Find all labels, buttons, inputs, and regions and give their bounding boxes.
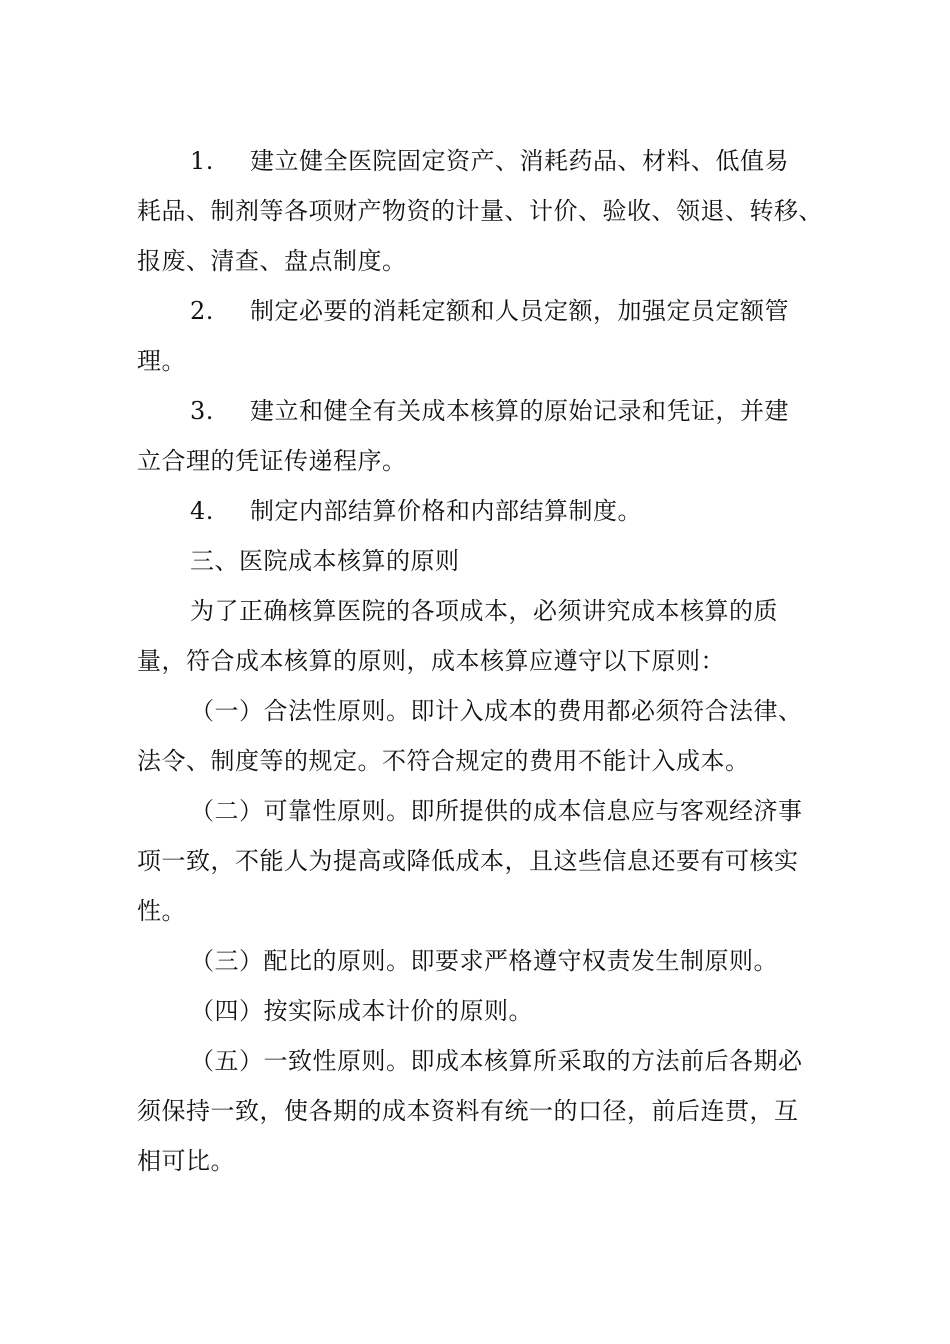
list-item-4 xyxy=(0,486,950,536)
text-line-content: 立合理的凭证传递程序。 xyxy=(137,447,407,475)
text-line-content: 法令、制度等的规定。不符合规定的费用不能计入成本。 xyxy=(137,747,750,775)
principle-item-text: （一）合法性原则。即计入成本的费用都必须符合法律、 xyxy=(190,697,803,725)
text-line-content: 量，符合成本核算的原则，成本核算应遵守以下原则： xyxy=(137,647,725,675)
text-line xyxy=(0,336,950,386)
list-item-3 xyxy=(0,386,950,436)
text-line xyxy=(0,1136,950,1186)
list-item-text: 建立健全医院固定资产、消耗药品、材料、低值易 xyxy=(250,147,789,175)
principle-item-text: （五）一致性原则。即成本核算所采取的方法前后各期必 xyxy=(190,1047,803,1075)
list-item-text: 制定内部结算价格和内部结算制度。 xyxy=(250,497,642,525)
text-line-content: 报废、清查、盘点制度。 xyxy=(137,247,407,275)
text-line xyxy=(0,736,950,786)
paragraph-line xyxy=(0,586,950,636)
section-heading-text: 三、医院成本核算的原则 xyxy=(190,547,460,575)
list-number: 4. xyxy=(190,497,214,525)
principle-item-text: （三）配比的原则。即要求严格遵守权责发生制原则。 xyxy=(190,947,778,975)
principle-item-text: （二）可靠性原则。即所提供的成本信息应与客观经济事 xyxy=(190,797,803,825)
text-line xyxy=(0,236,950,286)
text-line-content: 性。 xyxy=(137,897,186,925)
principle-item xyxy=(0,686,950,736)
text-line xyxy=(0,186,950,236)
principle-item xyxy=(0,936,950,986)
text-line-content: 须保持一致，使各期的成本资料有统一的口径，前后连贯，互 xyxy=(137,1097,799,1125)
text-line-content: 项一致，不能人为提高或降低成本，且这些信息还要有可核实 xyxy=(137,847,799,875)
principle-item xyxy=(0,1036,950,1086)
text-line-content: 相可比。 xyxy=(137,1147,235,1175)
paragraph-line-content: 为了正确核算医院的各项成本，必须讲究成本核算的质 xyxy=(190,597,778,625)
text-line xyxy=(0,836,950,886)
text-line xyxy=(0,436,950,486)
list-number: 2. xyxy=(190,297,214,325)
text-line-content: 耗品、制剂等各项财产物资的计量、计价、验收、领退、转移、 xyxy=(137,197,823,225)
section-heading xyxy=(0,536,950,586)
text-line-content: 理。 xyxy=(137,347,186,375)
list-item-2 xyxy=(0,286,950,336)
principle-item xyxy=(0,786,950,836)
list-item-1 xyxy=(0,136,950,186)
text-line xyxy=(0,886,950,936)
principle-item xyxy=(0,986,950,1036)
text-line xyxy=(0,636,950,686)
list-number: 3. xyxy=(190,397,214,425)
list-number: 1. xyxy=(190,147,214,175)
principle-item-text: （四）按实际成本计价的原则。 xyxy=(190,997,533,1025)
list-item-text: 制定必要的消耗定额和人员定额，加强定员定额管 xyxy=(250,297,789,325)
list-item-text: 建立和健全有关成本核算的原始记录和凭证，并建 xyxy=(250,397,789,425)
text-line xyxy=(0,1086,950,1136)
